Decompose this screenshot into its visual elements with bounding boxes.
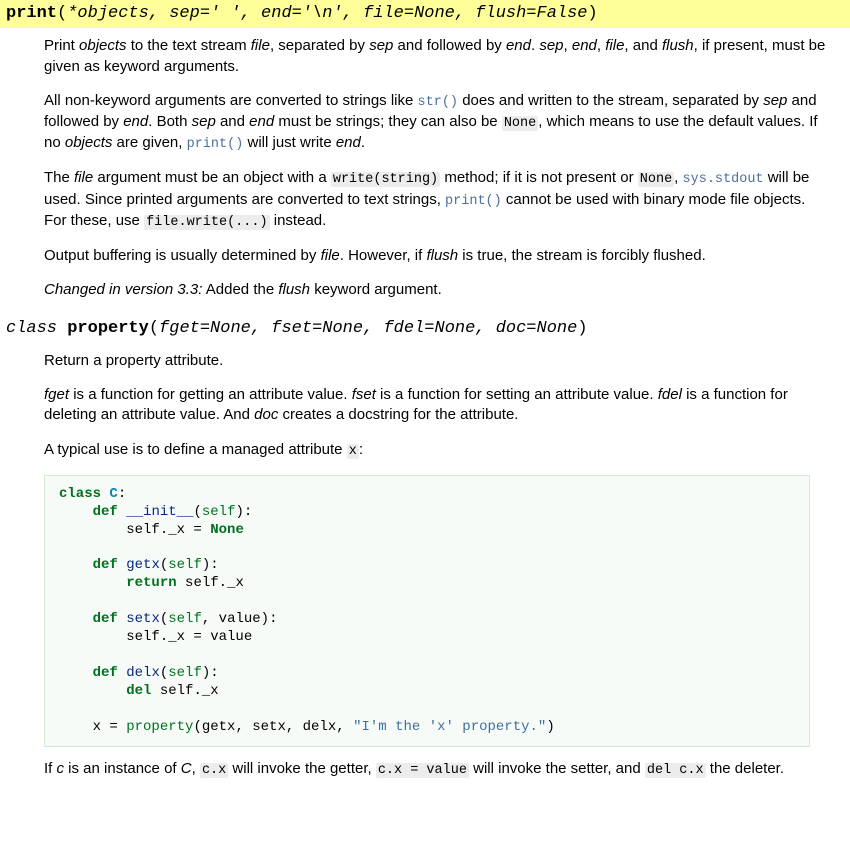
text-fragment: Added the <box>202 281 279 299</box>
cx-value-literal: c.x = value <box>377 763 467 779</box>
emphasis-end: end <box>571 37 597 55</box>
property-paragraph-2 <box>44 385 826 426</box>
print-link[interactable]: print() <box>445 193 502 209</box>
emphasis-doc: doc <box>254 406 279 424</box>
code-property-builtin: property <box>126 718 194 735</box>
emphasis-flush: flush <box>426 247 459 265</box>
code-punct: ( <box>159 557 169 574</box>
text-fragment: , <box>563 37 572 55</box>
code-func-delx: delx <box>126 664 160 681</box>
emphasis-file: file <box>605 37 625 55</box>
text-fragment: All non-keyword arguments are converted to strings like <box>44 91 418 109</box>
emphasis-end: end <box>123 112 149 130</box>
print-version-changed <box>44 280 826 300</box>
property-class-name: property <box>67 318 149 338</box>
text-fragment: . <box>530 37 540 55</box>
code-keyword-def: def <box>92 664 118 681</box>
property-signature <box>0 315 850 343</box>
text-fragment: . However, if <box>339 247 427 265</box>
code-class-name: C <box>109 485 118 502</box>
str-link[interactable]: str() <box>417 94 459 110</box>
emphasis-C: C <box>180 760 192 778</box>
emphasis-fset: fset <box>351 386 376 404</box>
text-fragment: method; if it is not present or <box>440 169 638 187</box>
property-parameters: fget=None, fset=None, fdel=None, doc=None <box>159 318 578 338</box>
emphasis-objects: objects <box>79 37 127 55</box>
code-return-expr: self._x <box>176 575 244 592</box>
x-literal: x <box>348 443 357 459</box>
emphasis-sep: sep <box>763 91 788 109</box>
code-func-setx: setx <box>126 611 160 628</box>
text-fragment: will invoke the getter, <box>228 760 376 778</box>
print-function-name: print <box>6 4 58 23</box>
text-fragment: , <box>596 37 606 55</box>
emphasis-sep: sep <box>191 112 216 130</box>
print-link[interactable]: print() <box>186 137 244 153</box>
code-args: , value): <box>201 611 278 628</box>
version-changed-label: Changed in version 3.3: <box>44 281 203 299</box>
code-func-init: __init__ <box>126 503 194 520</box>
print-paragraph-2 <box>44 91 826 155</box>
none-literal: None <box>503 115 537 131</box>
text-fragment: instead. <box>269 211 327 229</box>
text-fragment: creates a docstring for the attribute. <box>278 406 519 424</box>
code-self: self <box>168 557 202 574</box>
code-prop-args: (getx, setx, delx, <box>193 718 354 735</box>
code-keyword-def: def <box>92 557 118 574</box>
code-assign-value: self._x = value <box>126 629 253 646</box>
text-fragment: are given, <box>112 134 187 152</box>
emphasis-end: end <box>249 112 275 130</box>
text-fragment: to the text stream <box>126 37 251 55</box>
code-none: None <box>210 521 244 538</box>
code-punct: : <box>117 485 127 502</box>
code-keyword-def: def <box>92 503 118 520</box>
print-open-paren: ( <box>57 4 68 23</box>
print-paragraph-4 <box>44 246 826 266</box>
text-fragment: , <box>191 760 200 778</box>
text-fragment: does and written to the stream, separated by <box>458 91 764 109</box>
sys-stdout-link[interactable]: sys.stdout <box>682 172 764 188</box>
emphasis-end: end <box>335 134 361 152</box>
text-fragment: cannot be used with binary mode file objects. For these, use <box>44 190 806 229</box>
text-fragment: and followed by <box>393 37 506 55</box>
property-open-paren: ( <box>148 318 160 338</box>
text-fragment: , which means to use the default values. If no <box>44 112 818 152</box>
text-fragment: is a function for deleting an attribute value. And <box>44 386 788 424</box>
emphasis-fdel: fdel <box>657 386 682 404</box>
text-fragment: The <box>44 169 75 187</box>
emphasis-c: c <box>56 760 65 778</box>
text-fragment: and <box>215 112 250 130</box>
text-fragment: If <box>44 760 57 778</box>
text-fragment: keyword argument. <box>310 281 442 299</box>
text-fragment: will just write <box>243 134 336 152</box>
code-assign-x: self._x = <box>126 521 211 538</box>
text-fragment: , separated by <box>269 37 370 55</box>
emphasis-fget: fget <box>44 386 70 404</box>
text-fragment: , if present, must be given as keyword arguments. <box>44 37 826 75</box>
emphasis-file: file <box>74 169 94 187</box>
code-punct: ): <box>235 503 253 520</box>
property-close-paren: ) <box>577 318 588 338</box>
code-keyword-del: del <box>126 682 152 699</box>
code-func-getx: getx <box>126 557 160 574</box>
code-del-expr: self._x <box>151 682 219 699</box>
text-fragment: will be used. Since printed arguments are converted to text strings, <box>44 169 810 208</box>
class-keyword: class <box>6 318 58 338</box>
emphasis-flush: flush <box>278 281 311 299</box>
emphasis-file: file <box>320 247 340 265</box>
del-cx-literal: del c.x <box>646 763 704 779</box>
code-keyword-def: def <box>92 611 118 628</box>
text-fragment: must be strings; they can also be <box>274 112 502 130</box>
code-self: self <box>168 611 202 628</box>
property-paragraph-1: Return a property attribute. <box>44 351 224 369</box>
code-punct: ): <box>201 664 219 681</box>
property-paragraph-4 <box>44 759 826 780</box>
code-keyword-return: return <box>126 575 177 592</box>
property-description <box>0 351 850 781</box>
code-self: self <box>201 503 236 520</box>
text-fragment: : <box>358 440 363 458</box>
property-paragraph-3 <box>44 440 826 461</box>
property-code-example <box>44 475 810 748</box>
print-close-paren: ) <box>587 4 598 23</box>
text-fragment: . Both <box>148 112 192 130</box>
print-signature <box>0 0 850 28</box>
text-fragment: , and <box>624 37 662 55</box>
text-fragment: . <box>360 134 366 152</box>
print-paragraph-3 <box>44 168 826 232</box>
text-fragment: is a function for getting an attribute value. <box>69 386 352 404</box>
text-fragment: will invoke the setter, and <box>468 760 645 778</box>
emphasis-file: file <box>250 37 270 55</box>
emphasis-flush: flush <box>661 37 694 55</box>
code-punct: ): <box>201 557 219 574</box>
text-fragment: , <box>674 169 683 187</box>
text-fragment: Print <box>44 37 80 55</box>
none-literal: None <box>639 172 673 188</box>
emphasis-sep: sep <box>539 37 564 55</box>
text-fragment: and followed by <box>44 91 817 130</box>
text-fragment: the deleter. <box>705 760 785 778</box>
emphasis-sep: sep <box>369 37 394 55</box>
code-keyword-class: class <box>59 485 102 502</box>
text-fragment: is a function for setting an attribute value. <box>375 386 658 404</box>
emphasis-objects: objects <box>64 134 113 152</box>
emphasis-end: end <box>505 37 531 55</box>
code-self: self <box>168 664 202 681</box>
code-docstring: "I'm the 'x' property." <box>353 718 547 735</box>
text-fragment: A typical use is to define a managed attribute <box>44 440 347 458</box>
print-paragraph-1 <box>44 36 826 77</box>
text-fragment: is an instance of <box>64 760 181 778</box>
code-punct: ( <box>159 664 169 681</box>
code-punct: ) <box>546 718 555 735</box>
write-literal: write(string) <box>332 172 439 188</box>
code-punct: ( <box>193 503 202 520</box>
text-fragment: argument must be an object with a <box>93 169 331 187</box>
code-prop-assign: x = <box>92 718 127 735</box>
print-parameters: *objects, sep=' ', end='\n', file=None, flush=False <box>67 4 588 23</box>
code-punct: ( <box>159 611 169 628</box>
cx-literal: c.x <box>201 763 227 779</box>
text-fragment: Output buffering is usually determined by <box>44 247 321 265</box>
text-fragment: is true, the stream is forcibly flushed. <box>458 247 706 265</box>
file-write-literal: file.write(...) <box>146 214 268 230</box>
print-description <box>0 36 850 300</box>
